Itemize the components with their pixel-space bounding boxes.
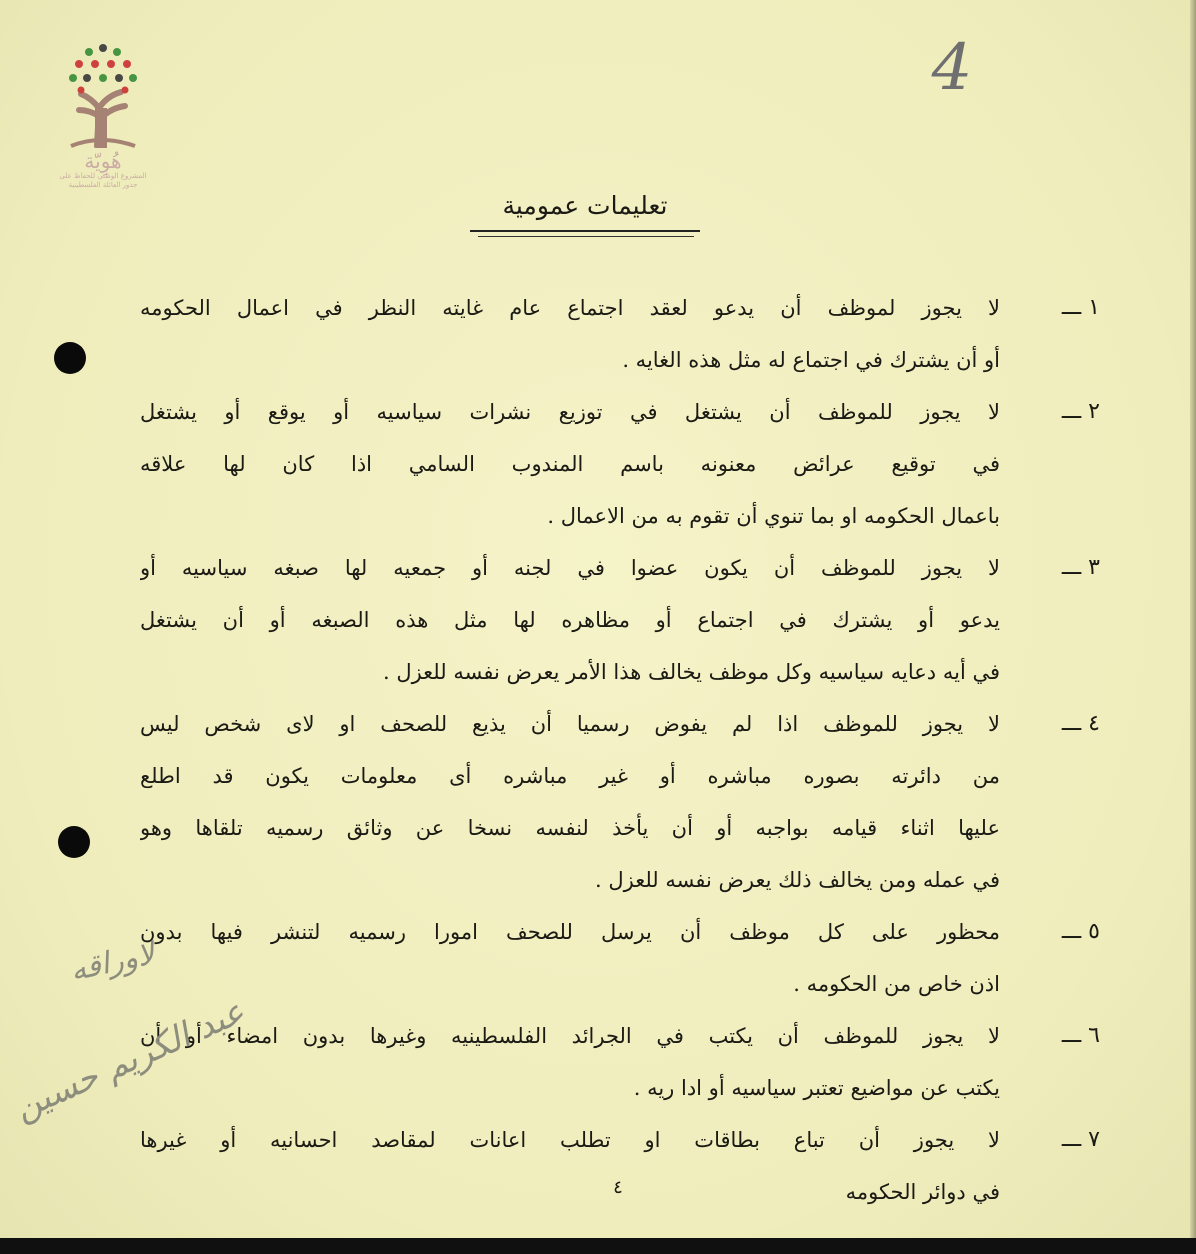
footer-page-number: ٤ [613, 1177, 623, 1198]
page-title: تعليمات عمومية [502, 191, 668, 220]
list-item [140, 542, 1100, 698]
list-item [140, 698, 1100, 906]
item-number: ٢ ـــ [1061, 399, 1100, 424]
item-line: لا يجوز لموظف أن يدعو لعقد اجتماع عام غايته النظر في اعمال الحكومه [140, 296, 1000, 320]
list-item [140, 1010, 1100, 1114]
item-line: من دائرته بصوره مباشره أو غير مباشره أى معلومات يكون قد اطلع [140, 764, 1000, 788]
pencil-annotation: لاوراقه [67, 936, 158, 989]
item-line: محظور على كل موظف أن يرسل للصحف امورا رسميه لتنشر فيها بدون [140, 920, 1000, 944]
item-number: ٣ ـــ [1061, 555, 1100, 580]
item-line: لا يجوز للموظف أن يشتغل في توزيع نشرات سياسيه أو يوقع أو يشتغل [140, 400, 1000, 424]
logo-tagline: جذور العائلة الفلسطينية [68, 181, 138, 189]
instructions-list [140, 282, 1100, 1202]
item-line: لا يجوز أن تباع بطاقات او تطلب اعانات لمقاصد احسانيه أو غيرها [140, 1128, 1000, 1152]
handwritten-page-number: 4 [931, 31, 973, 105]
item-line: في عمله ومن يخالف ذلك يعرض نفسه للعزل . [595, 868, 1000, 892]
tree-icon [61, 38, 145, 148]
item-line: باعمال الحكومه او بما تنوي أن تقوم به من الاعمال . [547, 504, 1000, 528]
list-item [140, 906, 1100, 1010]
item-line: لا يجوز للموظف أن يكتب في الجرائد الفلسطينيه وغيرها بدون امضاء أو أن [140, 1024, 1000, 1048]
item-line: في توقيع عرائض معنونه باسم المندوب السامي اذا كان لها علاقه [140, 452, 1000, 476]
item-number: ٤ ـــ [1061, 711, 1100, 736]
list-item [140, 282, 1100, 386]
logo-tagline: المشروع الوطني للحفاظ على [59, 172, 147, 180]
list-item [140, 386, 1100, 542]
punch-hole [58, 826, 90, 858]
item-line: يدعو أو يشترك في اجتماع أو مظاهره لها مثل هذه الصبغه أو أن يشتغل [140, 608, 1000, 632]
item-line: اذن خاص من الحكومه . [793, 972, 1000, 996]
item-line: في أيه دعايه سياسيه وكل موظف يخالف هذا الأمر يعرض نفسه للعزل . [382, 660, 1000, 684]
item-number: ٧ ـــ [1061, 1127, 1100, 1152]
pencil-signature: عبد الكريم حسين [8, 991, 251, 1129]
logo-name: هُوِيّة [84, 149, 122, 173]
item-number: ٥ ـــ [1061, 919, 1100, 944]
title-underline [470, 230, 700, 232]
list-item [140, 1114, 1100, 1218]
item-number: ١ ـــ [1061, 295, 1100, 320]
item-line: عليها اثناء قيامه بواجبه أو أن يأخذ لنفسه نسخا عن وثائق رسميه تلقاها وهو [140, 816, 1000, 840]
watermark-logo [48, 38, 158, 223]
item-line: في دوائر الحكومه [845, 1180, 1000, 1204]
item-line: لا يجوز للموظف اذا لم يفوض رسميا أن يذيع للصحف او لاى شخص ليس [140, 712, 1000, 736]
page-edge [1190, 0, 1196, 1254]
punch-hole [54, 342, 86, 374]
item-line: يكتب عن مواضيع تعتبر سياسيه أو ادا ريه . [633, 1076, 1000, 1100]
item-line: لا يجوز للموظف أن يكون عضوا في لجنه أو جمعيه لها صبغه سياسيه أو [140, 556, 1000, 580]
item-line: أو أن يشترك في اجتماع له مثل هذه الغايه . [622, 348, 1000, 372]
scan-bottom-border [0, 1238, 1196, 1254]
item-number: ٦ ـــ [1061, 1023, 1100, 1048]
title-underline [478, 236, 694, 237]
